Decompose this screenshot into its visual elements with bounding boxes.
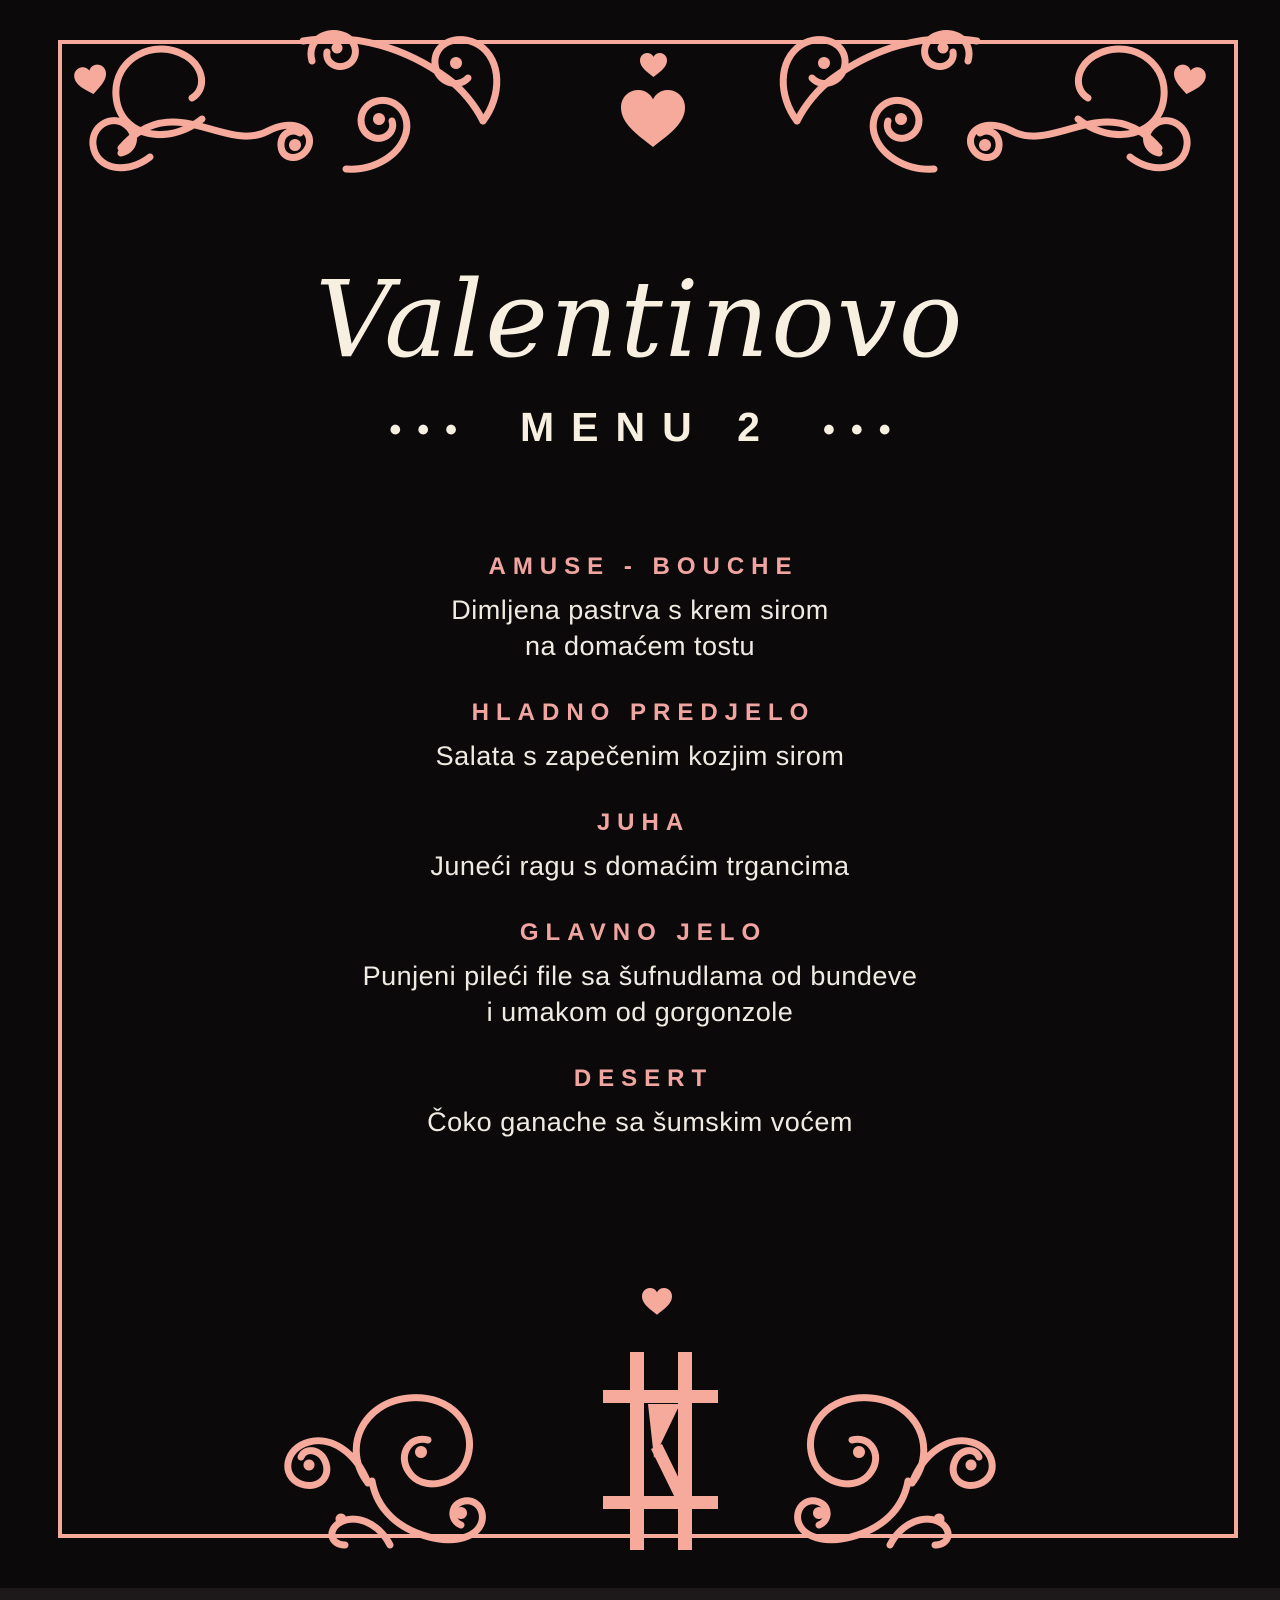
section-line: Čoko ganache sa šumskim voćem (427, 1107, 853, 1137)
section-line: Salata s zapečenim kozjim sirom (435, 741, 845, 771)
menu-section (0, 698, 1280, 774)
menu-subtitle: MENU 2 (520, 404, 777, 450)
section-line: Dimljena pastrva s krem sirom (451, 595, 829, 625)
menu-section (0, 918, 1280, 1030)
heart-icon (621, 90, 685, 148)
k-monogram-logo (598, 1346, 723, 1556)
heart-icon (642, 1288, 672, 1315)
section-line: na domaćem tostu (524, 631, 756, 661)
dots-left: ••• (389, 410, 474, 449)
page-title: Valentinovo (315, 258, 965, 381)
menu-list (0, 552, 1280, 1174)
menu-subtitle-row (0, 404, 1280, 451)
section-heading: JUHA (596, 809, 691, 836)
section-heading: DESERT (573, 1065, 714, 1092)
section-heading: GLAVNO JELO (519, 919, 768, 946)
heart-icon (640, 53, 667, 77)
menu-section (0, 552, 1280, 664)
dots-right: ••• (822, 410, 907, 449)
menu-section (0, 1064, 1280, 1140)
section-heading: AMUSE - BOUCHE (488, 553, 799, 580)
section-line: Punjeni pileći file sa šufnudlama od bundeve (362, 961, 918, 991)
section-line: Juneći ragu s domaćim trgancima (430, 851, 850, 881)
section-line: i umakom od gorgonzole (486, 997, 794, 1027)
menu-section (0, 808, 1280, 884)
bottom-edge (0, 1588, 1280, 1600)
section-heading: HLADNO PREDJELO (471, 699, 816, 726)
